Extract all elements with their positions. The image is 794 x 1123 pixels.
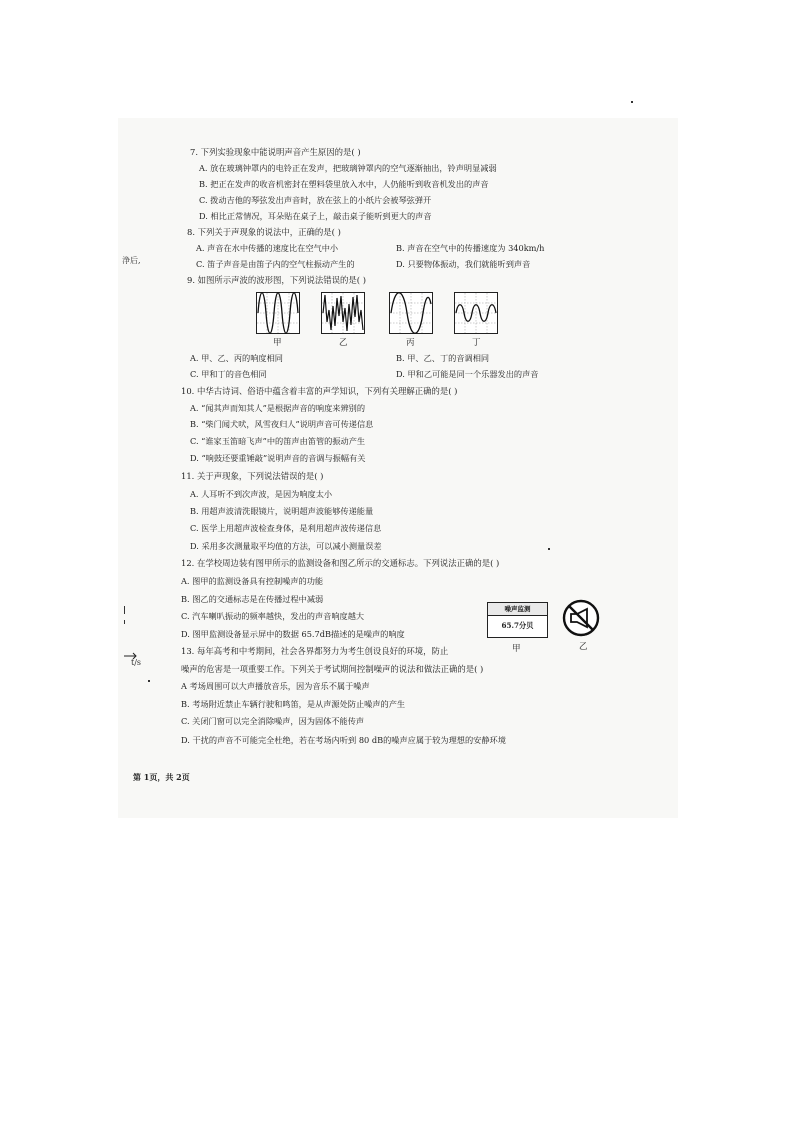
margin-text-top: 浄后, [122, 256, 141, 265]
q12-option-c: C. 汽车喇叭振动的频率越快，发出的声音响度越大 [181, 611, 365, 621]
no-horn-sign-icon [562, 599, 600, 637]
q8-option-b: B. 声音在空气中的传播速度为 340km/h [396, 243, 545, 253]
noise-monitor-display [487, 602, 548, 638]
q9-option-b: B. 甲、乙、丁的音调相同 [396, 353, 490, 363]
q12-option-b: B. 图乙的交通标志是在传播过程中减弱 [181, 594, 324, 604]
q10-option-a: A. “闻其声而知其人”是根据声音的响度来辨别的 [190, 403, 366, 413]
q8-option-c: C. 笛子声音是由笛子内的空气柱振动产生的 [196, 259, 355, 269]
q13-option-c: C. 关闭门窗可以完全消除噪声，因为固体不能传声 [181, 716, 365, 726]
waveform-label-yi: 乙 [339, 338, 348, 348]
noise-monitor-value: 65.7分贝 [501, 621, 534, 630]
q7-option-b: B. 把正在发声的收音机密封在塑料袋里放入水中，人仍能听到收音机发出的声音 [199, 179, 489, 189]
q9-option-d: D. 甲和乙可能是同一个乐器发出的声音 [396, 369, 539, 379]
scan-speck [148, 680, 150, 682]
waveform-label-ding: 丁 [472, 338, 481, 348]
margin-text-axis: t/s [131, 658, 142, 667]
q10-option-b: B. “柴门闻犬吠，风雪夜归人”说明声音可传递信息 [190, 419, 374, 429]
q8-option-d: D. 只要物体振动，我们就能听到声音 [396, 259, 531, 269]
waveform-label-bing: 丙 [406, 338, 415, 348]
q7-stem: 7. 下列实验现象中能说明声音产生原因的是( ) [190, 147, 361, 157]
q11-option-b: B. 用超声波清洗眼镜片，说明超声波能够传递能量 [190, 506, 374, 516]
q7-option-c: C. 拨动吉他的琴弦发出声音时，放在弦上的小纸片会被琴弦弹开 [199, 195, 432, 205]
q7-option-d: D. 相比正常情况，耳朵贴在桌子上，敲击桌子能听到更大的声音 [199, 211, 432, 221]
q13-stem-line1: 13. 每年高考和中考期间，社会各界都努力为考生创设良好的环境，防止 [181, 646, 449, 656]
q12-option-a: A. 图甲的监测设备具有控制噪声的功能 [181, 576, 324, 586]
figure-label-jia: 甲 [512, 644, 521, 654]
q8-option-a: A. 声音在水中传播的速度比在空气中小 [196, 243, 339, 253]
q10-option-d: D. “响鼓还要重锤敲”说明声音的音调与振幅有关 [190, 453, 366, 463]
q11-option-d: D. 采用多次测量取平均值的方法，可以减小测量误差 [190, 541, 382, 551]
waveform-bing [389, 292, 433, 334]
waveform-ding [454, 292, 498, 334]
q10-stem: 10. 中华古诗词、俗语中蕴含着丰富的声学知识，下列有关理解正确的是( ) [181, 386, 458, 396]
q13-option-a: A 考场周围可以大声播放音乐，因为音乐不属于噪声 [181, 681, 370, 691]
q11-option-a: A. 人耳听不到次声波，是因为响度太小 [190, 489, 333, 499]
waveform-jia [256, 292, 300, 334]
q12-option-d: D. 图甲监测设备显示屏中的数据 65.7dB描述的是噪声的响度 [181, 629, 405, 639]
q8-stem: 8. 下列关于声现象的说法中，正确的是( ) [187, 227, 341, 237]
arrow-icon [124, 652, 138, 660]
q9-option-c: C. 甲和丁的音色相同 [190, 369, 267, 379]
q11-stem: 11. 关于声现象，下列说法错误的是( ) [181, 471, 324, 481]
q13-stem-line2: 噪声的危害是一项重要工作。下列关于考试期间控制噪声的说法和做法正确的是( ) [181, 664, 484, 674]
q13-option-b: B. 考场附近禁止车辆行驶和鸣笛，是从声源处防止噪声的产生 [181, 699, 406, 709]
q13-option-d: D. 干扰的声音不可能完全杜绝，若在考场内听到 80 dB的噪声应属于较为理想的安静环境 [181, 735, 506, 745]
q9-option-a: A. 甲、乙、丙的响度相同 [190, 353, 283, 363]
waveform-label-jia: 甲 [273, 338, 282, 348]
scan-speck [124, 620, 125, 624]
q9-stem: 9. 如图所示声波的波形图，下列说法错误的是( ) [187, 275, 366, 285]
q12-stem: 12. 在学校周边装有图甲所示的监测设备和图乙所示的交通标志。下列说法正确的是( ) [181, 558, 500, 568]
scan-speck [631, 101, 633, 103]
page-footer: 第 1页，共 2页 [133, 772, 190, 782]
scan-speck [124, 606, 125, 614]
q7-option-a: A. 放在玻璃钟罩内的电铃正在发声，把玻璃钟罩内的空气逐渐抽出，铃声明显减弱 [199, 163, 497, 173]
waveform-yi [321, 292, 365, 334]
noise-monitor-title: 噪声监测 [488, 603, 547, 616]
scanned-page [118, 118, 678, 818]
q10-option-c: C. “谁家玉笛暗飞声”中的笛声由笛管的振动产生 [190, 436, 366, 446]
figure-label-yi: 乙 [579, 642, 588, 652]
q11-option-c: C. 医学上用超声波检查身体，是利用超声波传递信息 [190, 523, 382, 533]
scan-speck [548, 548, 550, 550]
